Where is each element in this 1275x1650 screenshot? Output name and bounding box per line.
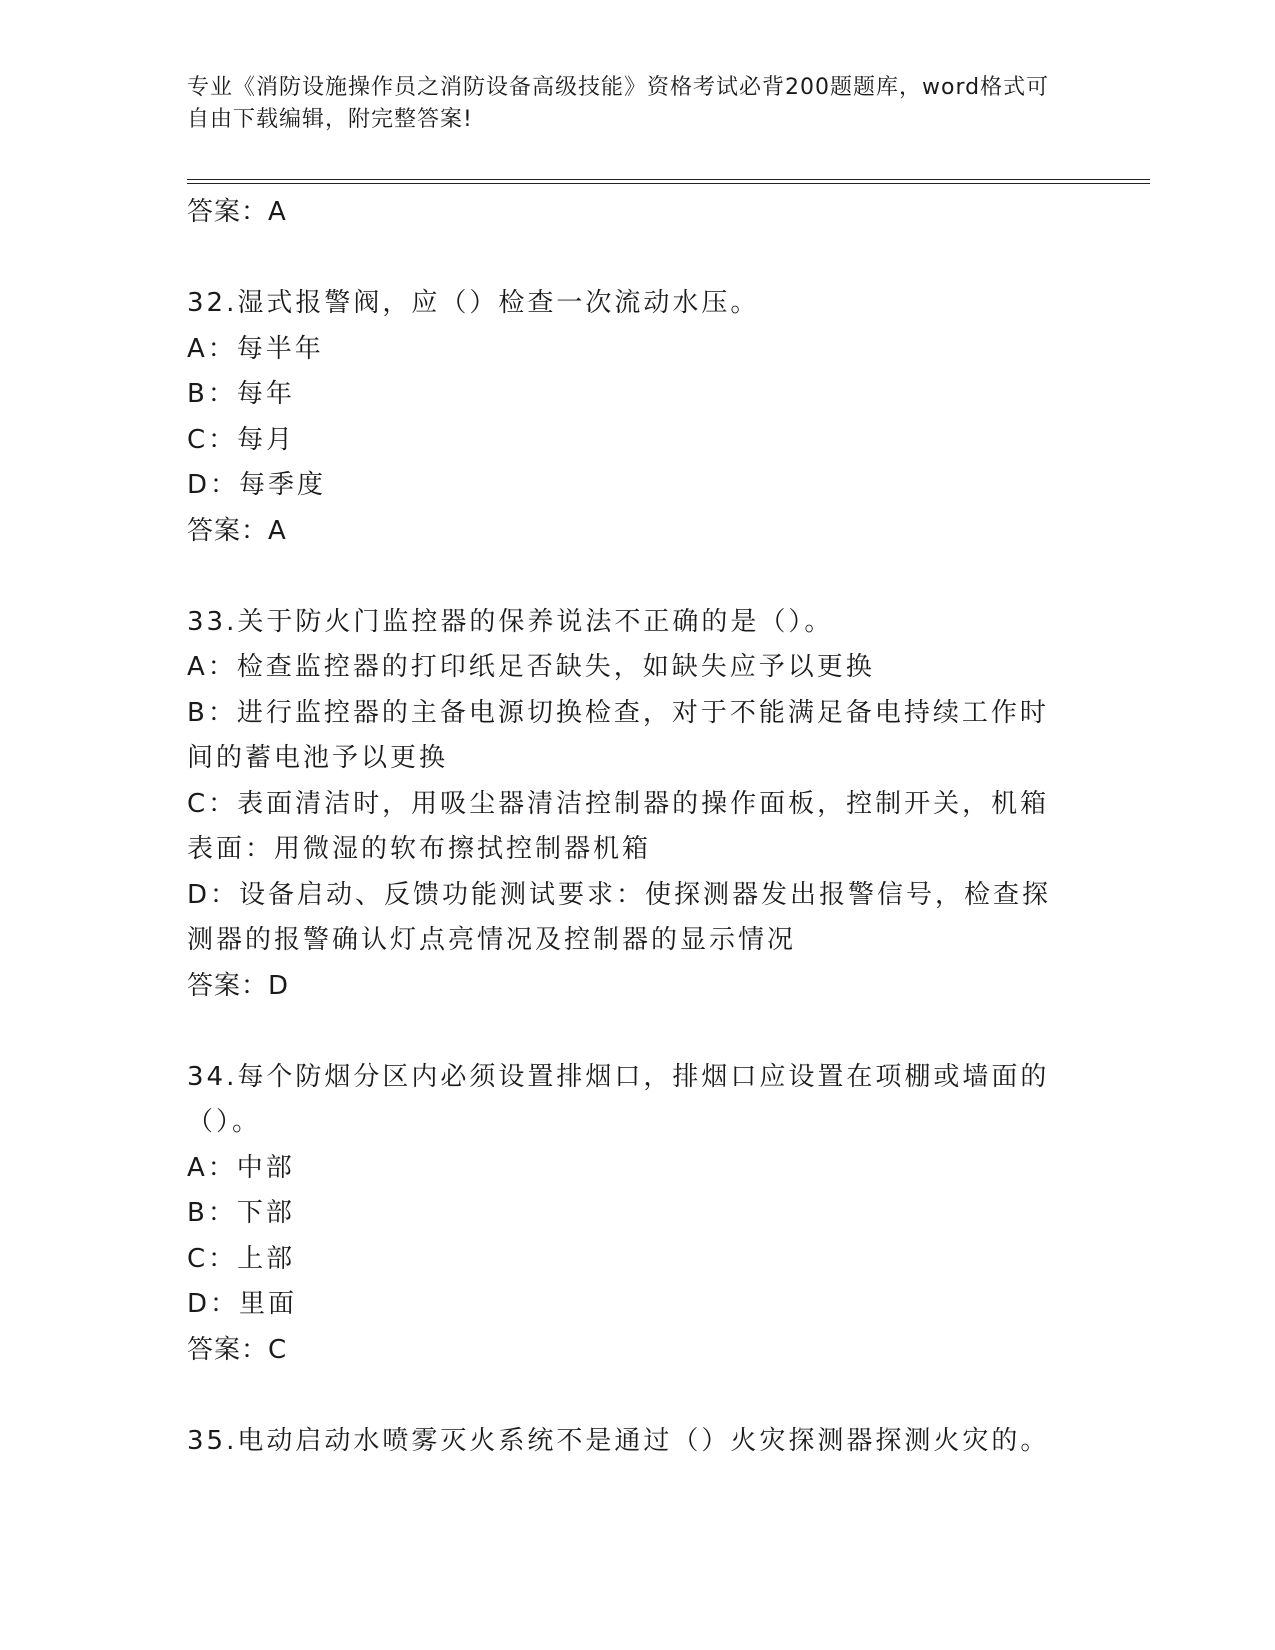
question-33: [187, 600, 1077, 1010]
option-a: A：检查监控器的打印纸足否缺失，如缺失应予以更换: [187, 652, 875, 682]
answer: 答案：C: [187, 1334, 288, 1365]
spacer: [187, 1009, 1077, 1055]
answer: 答案：D: [187, 970, 290, 1001]
spacer: [187, 554, 1077, 600]
answer: 答案：A: [187, 515, 287, 546]
spacer: [187, 1373, 1077, 1419]
option-d: D：每季度: [187, 470, 327, 500]
question-list: [187, 190, 1077, 1464]
previous-answer: 答案：A: [187, 197, 287, 227]
option-a: A：每半年: [187, 333, 324, 364]
option-c: C：每月: [187, 424, 296, 455]
option-b: B：每年: [187, 379, 295, 409]
question-stem: 33.关于防火门监控器的保养说法不正确的是（）。: [187, 606, 834, 637]
question-32: [187, 281, 1077, 554]
option-b: B：进行监控器的主备电源切换检查，对于不能满足备电持续工作时间的蓄电池予以更换: [187, 697, 1049, 773]
header-rule-top: [187, 179, 1150, 180]
option-d: D：设备启动、反馈功能测试要求：使探测器发出报警信号，检查探测器的报警确认灯点亮情况及控制器的显示情况: [187, 879, 1052, 955]
option-b: B：下部: [187, 1198, 295, 1228]
document-header: 专业《消防设施操作员之消防设备高级技能》资格考试必背200题题库，word格式可自由下载编辑，附完整答案!: [187, 75, 1050, 132]
question-stem: 32.湿式报警阀，应（）检查一次流动水压。: [187, 288, 760, 318]
option-c: C：上部: [187, 1243, 296, 1274]
option-a: A：中部: [187, 1152, 295, 1183]
option-c: C：表面清洁时，用吸尘器清洁控制器的操作面板，控制开关，机箱表面：用微湿的软布擦拭控制器机箱: [187, 788, 1050, 864]
question-35: [187, 1419, 1077, 1465]
header-rule-bottom: [187, 183, 1150, 184]
spacer: [187, 236, 1077, 282]
question-stem: 35.电动启动水喷雾灭火系统不是通过（）火灾探测器探测火灾的。: [187, 1425, 1050, 1456]
question-stem: 34.每个防烟分区内必须设置排烟口，排烟口应设置在项棚或墙面的（）。: [187, 1061, 1050, 1137]
option-d: D：里面: [187, 1289, 298, 1319]
question-34: [187, 1055, 1077, 1374]
